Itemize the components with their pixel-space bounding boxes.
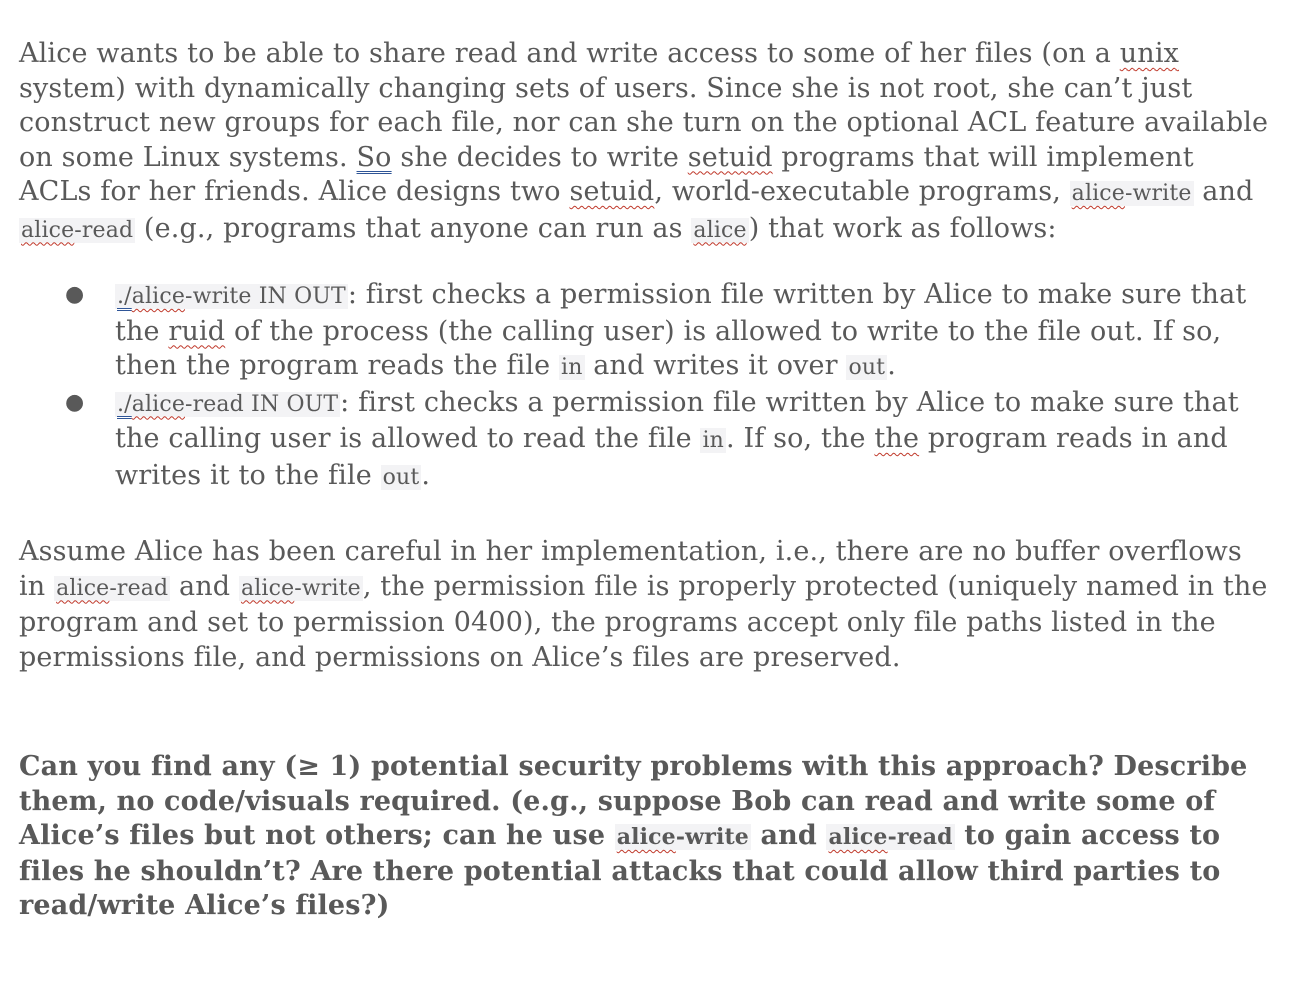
- spell-the: the: [874, 423, 920, 454]
- intro-paragraph: Alice wants to be able to share read and write access to some of her files (on a unix system) with dynamically changing sets of users. Since she is not root, she can’t just construct new groups for each file, nor can she turn on the optional ACL feature available on some Linux systems. So she decides to write setuid programs that will implement ACLs for her friends. Alice designs two setuid, world-executable programs, alice-write and alice-read (e.g., programs that anyone can run as alice) that work as follows:: [19, 38, 1269, 244]
- program-list: [19, 278, 1274, 495]
- question-paragraph: Can you find any (≥ 1) potential security problems with this approach? Describe them, no code/visuals required. (e.g., suppose Bob can read and write some of Alice’s files but not others; can he use alice-write and alice-read to gain access to files he shouldn’t? Are there potential attacks that could allow third parties to read/write Alice’s files?): [19, 751, 1248, 921]
- code-alice: alice: [693, 217, 747, 243]
- document-page: [19, 37, 1274, 924]
- spell-setuid: setuid: [569, 176, 655, 207]
- spell-ruid: ruid: [168, 315, 226, 347]
- code-alice-write: alice-write: [616, 824, 749, 850]
- grammar-so: So: [356, 141, 392, 173]
- list-item-alice-read: ● ./alice-read IN OUT: first checks a permission file written by Alice to make sure that the calling user is allowed to read the file in. If so, the the program reads in and writes it to the file out.: [65, 386, 1239, 491]
- code-alice-read: alice-read: [21, 217, 134, 243]
- code-alice-read: alice-read: [56, 575, 169, 601]
- bullet-icon: ●: [65, 389, 85, 415]
- spell-setuid: setuid: [687, 141, 773, 173]
- code-out: out: [382, 464, 420, 490]
- code-cmd-read: ./alice-read IN OUT: [117, 391, 339, 417]
- assume-paragraph: Assume Alice has been careful in her implementation, i.e., there are no buffer overflows in alice-read and alice-write, the permission file is properly protected (uniquely named in the program and set to permission 0400), the programs accept only file paths listed in the permissions file, and permissions on Alice’s files are preserved.: [19, 536, 1268, 673]
- code-in: in: [702, 428, 724, 453]
- list-item-alice-write: ● ./alice-write IN OUT: first checks a permission file written by Alice to make sure that the ruid of the process (the calling user) is allowed to write to the file out. If so, then the program reads the file in and writes it over out.: [65, 279, 1247, 381]
- code-out: out: [848, 355, 886, 380]
- bullet-icon: ●: [65, 282, 85, 307]
- spell-unix: unix: [1119, 38, 1179, 69]
- code-alice-write: alice-write: [1071, 181, 1192, 206]
- code-alice-write: alice-write: [240, 575, 361, 601]
- code-in: in: [561, 355, 583, 380]
- code-cmd-write: ./alice-write IN OUT: [117, 284, 346, 309]
- code-alice-read: alice-read: [828, 824, 953, 850]
